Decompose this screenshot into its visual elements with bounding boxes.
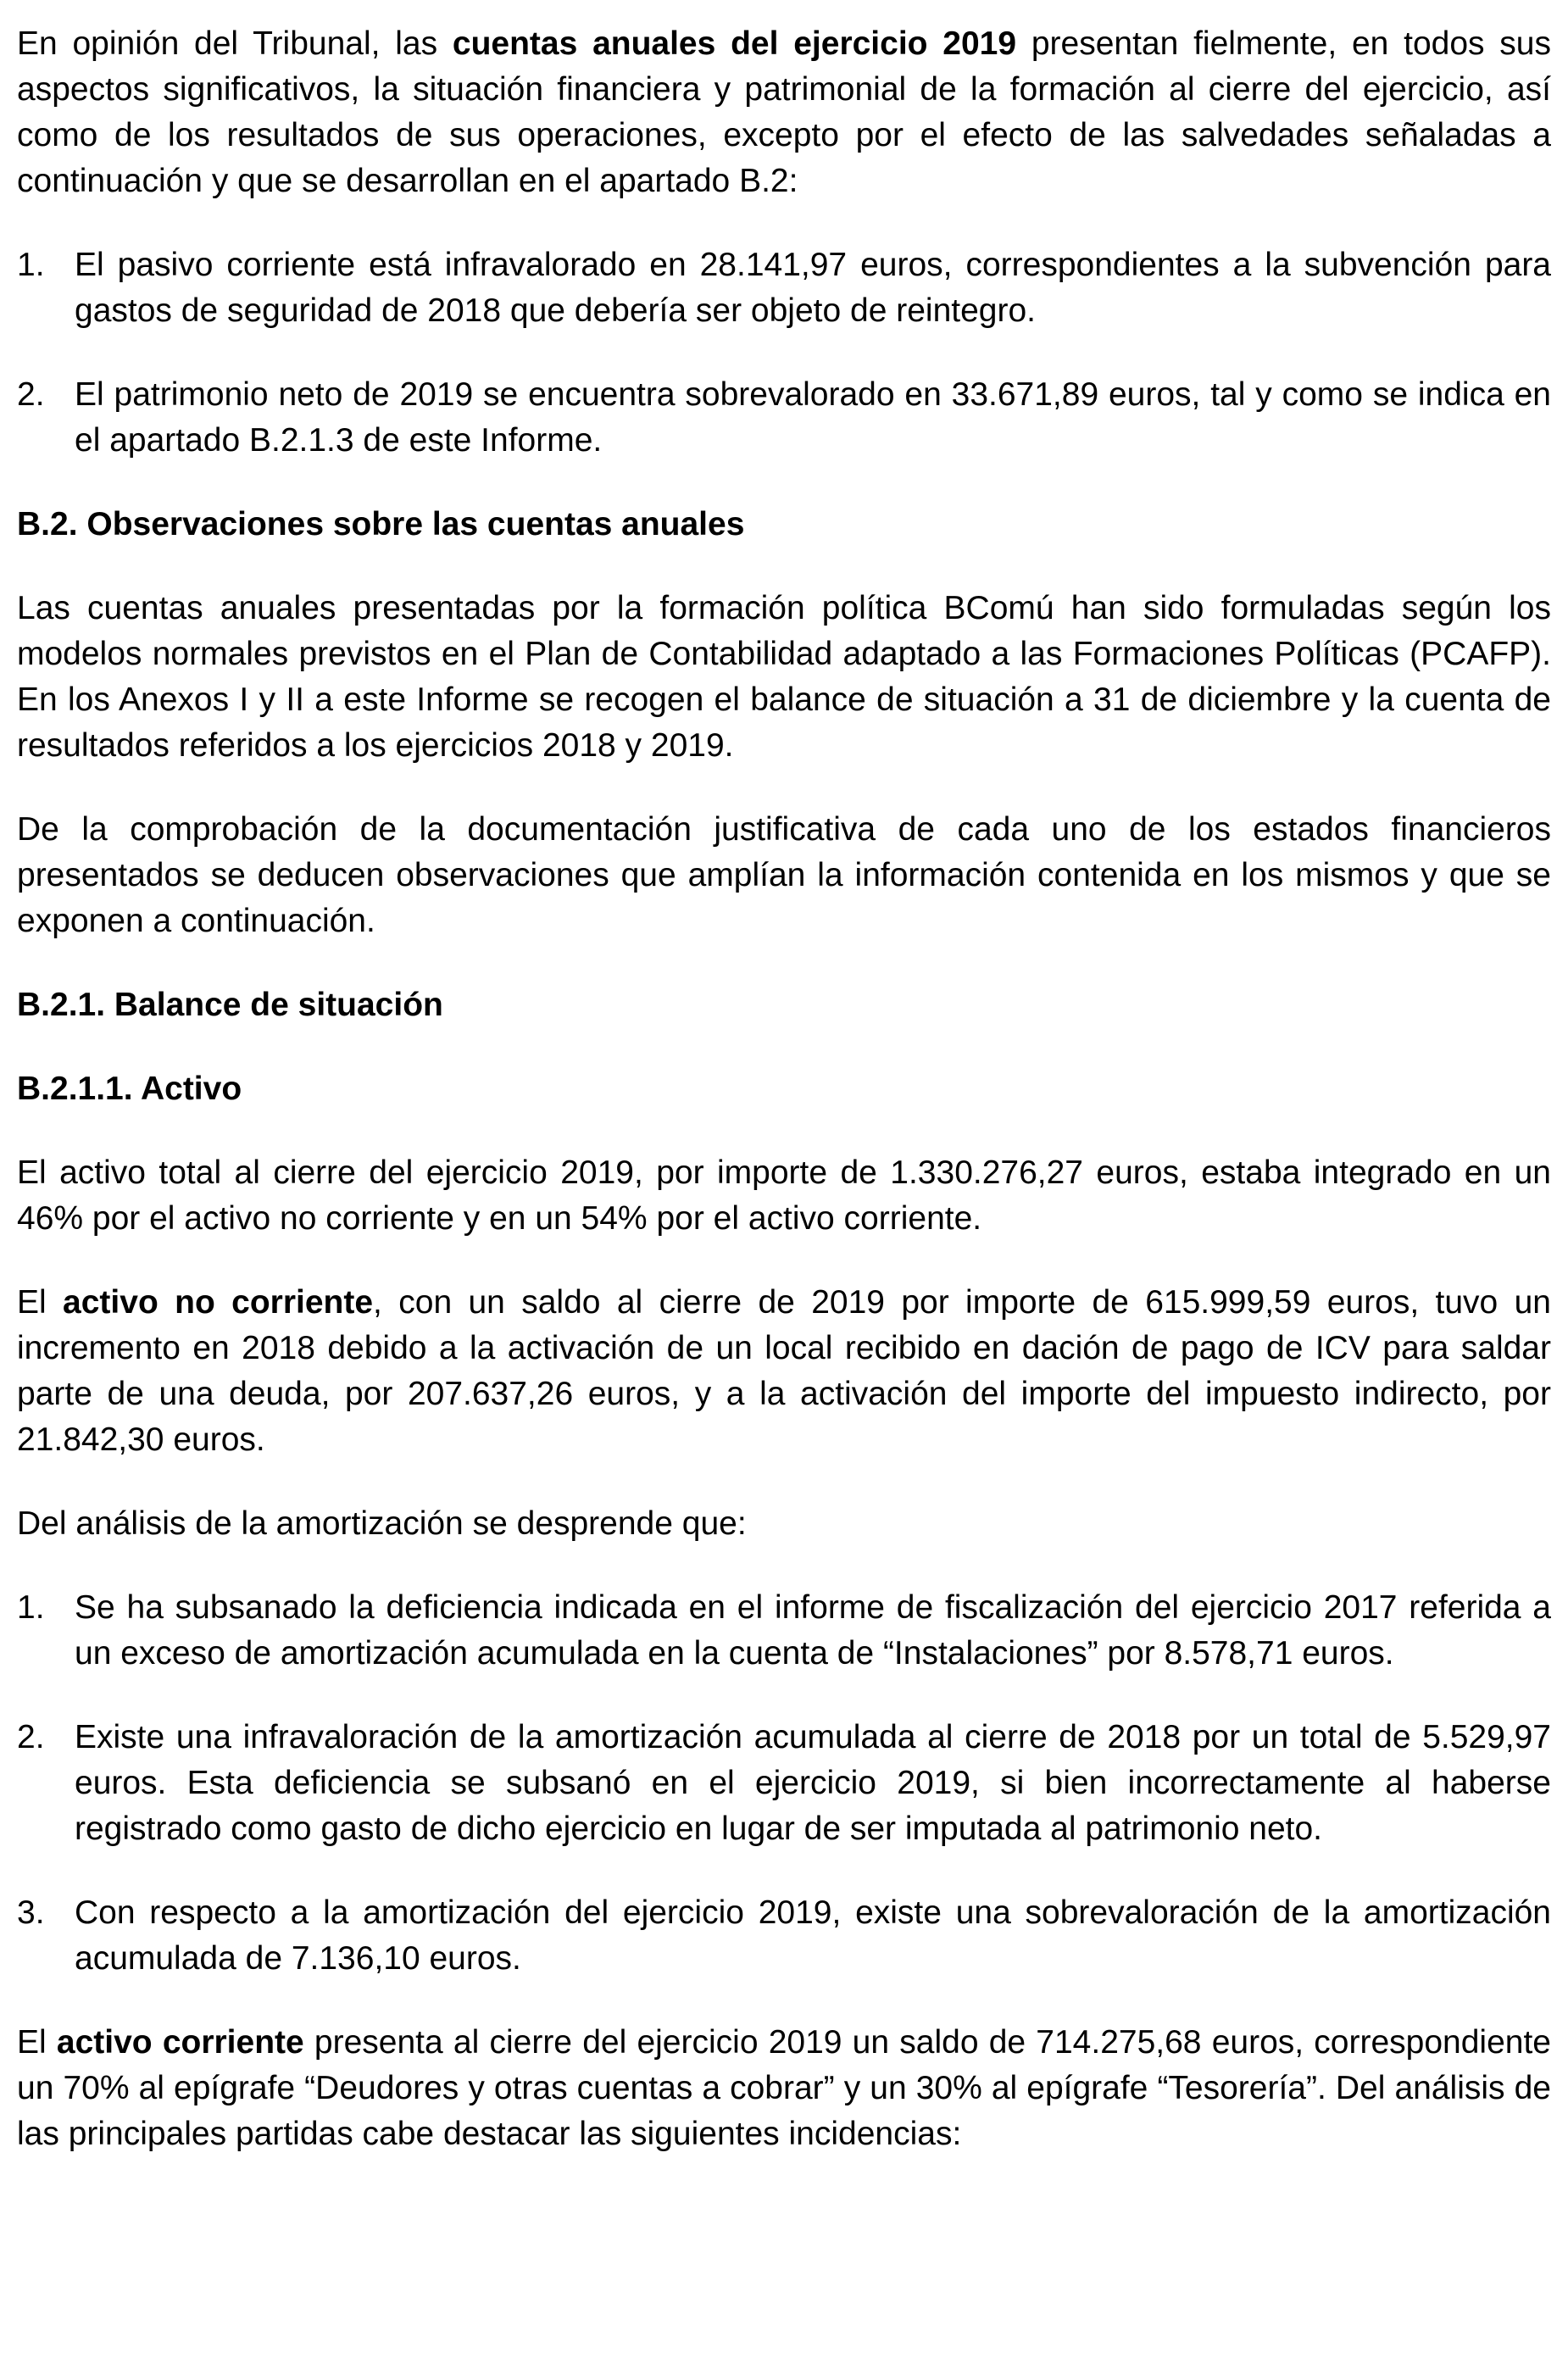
activo-no-corriente-paragraph	[17, 1280, 1551, 1463]
section-heading-b21: B.2.1. Balance de situación	[17, 987, 443, 1023]
amortizacion-list	[17, 1585, 1551, 1982]
b2-paragraph-1: Las cuentas anuales presentadas por la formación política BComú han sido formuladas según los modelos normales previstos en el Plan de Contabilidad adaptado a las Formaciones Políticas (PCAFP). En los Anexos I y II a este Informe se recogen el balance de situación a 31 de diciembre y la cuenta de resultados referidos a los ejercicios 2018 y 2019.	[17, 590, 1551, 764]
list-item-number: 2.	[17, 376, 45, 413]
paragraph-text: El	[17, 2024, 57, 2061]
paragraph-text-continued: , con un saldo al cierre de 2019 por importe de 615.999,59 euros, tuvo un incremento en 2018 debido a la activación de un local recibido en dación de pago de ICV para saldar parte de una deuda, por 207.637,26 euros, y a la activación del importe del impuesto indirecto, por 21.842,30 euros.	[17, 1284, 1551, 1458]
list-item-text: El pasivo corriente está infravalorado en 28.141,97 euros, correspondientes a la subvención para gastos de seguridad de 2018 que debería ser objeto de reintegro.	[75, 247, 1551, 329]
section-heading-b211: B.2.1.1. Activo	[17, 1071, 242, 1107]
list-item	[17, 1890, 1551, 1982]
paragraph-text-continued: presenta al cierre del ejercicio 2019 un saldo de 714.275,68 euros, correspondiente un 70% al epígrafe “Deudores y otras cuentas a cobrar” y un 30% al epígrafe “Tesorería”. Del análisis de las principales partidas cabe destacar las siguientes incidencias:	[17, 2024, 1551, 2152]
paragraph-emphasis: activo corriente	[56, 2024, 304, 2061]
list-item-text: Con respecto a la amortización del ejercicio 2019, existe una sobrevaloración de la amortización acumulada de 7.136,10 euros.	[75, 1894, 1551, 1977]
list-item	[17, 372, 1551, 464]
list-item	[17, 242, 1551, 334]
list-item-number: 3.	[17, 1894, 45, 1931]
activo-corriente-paragraph	[17, 2020, 1551, 2157]
opinion-text-continued: presentan fielmente, en todos sus aspectos significativos, la situación financiera y patrimonial de la formación al cierre del ejercicio, así como de los resultados de sus operaciones, excepto por el efecto de las salvedades señaladas a continuación y que se desarrollan en el apartado B.2:	[17, 25, 1551, 199]
list-item	[17, 1715, 1551, 1852]
list-item-text: Se ha subsanado la deficiencia indicada en el informe de fiscalización del ejercicio 2017 referida a un exceso de amortización acumulada en la cuenta de “Instalaciones” por 8.578,71 euros.	[75, 1589, 1551, 1672]
b2-paragraph-2: De la comprobación de la documentación justificativa de cada uno de los estados financieros presentados se deducen observaciones que amplían la información contenida en los mismos y que se exponen a continuación.	[17, 811, 1551, 939]
list-item-number: 1.	[17, 247, 45, 283]
opinion-emphasis: cuentas anuales del ejercicio 2019	[452, 25, 1017, 62]
list-item-text: Existe una infravaloración de la amortización acumulada al cierre de 2018 por un total de 5.529,97 euros. Esta deficiencia se subsanó en el ejercicio 2019, si bien incorrectamente al haberse registrado como gasto de dicho ejercicio en lugar de ser imputada al patrimonio neto.	[75, 1719, 1551, 1847]
list-item-text: El patrimonio neto de 2019 se encuentra sobrevalorado en 33.671,89 euros, tal y como se indica en el apartado B.2.1.3 de este Informe.	[75, 376, 1551, 459]
paragraph-text: El	[17, 1284, 64, 1321]
opinion-text: En opinión del Tribunal, las	[17, 25, 453, 62]
section-heading-b2: B.2. Observaciones sobre las cuentas anuales	[17, 506, 745, 542]
list-item-number: 2.	[17, 1719, 45, 1755]
activo-total-paragraph: El activo total al cierre del ejercicio 2019, por importe de 1.330.276,27 euros, estaba integrado en un 46% por el activo no corriente y en un 54% por el activo corriente.	[17, 1154, 1551, 1237]
qualifications-list	[17, 242, 1551, 464]
list-item-number: 1.	[17, 1589, 45, 1626]
opinion-paragraph	[17, 21, 1551, 204]
document-page	[17, 21, 1551, 2195]
paragraph-emphasis: activo no corriente	[63, 1284, 374, 1321]
list-item	[17, 1585, 1551, 1677]
amortizacion-intro-paragraph: Del análisis de la amortización se desprende que:	[17, 1505, 747, 1542]
